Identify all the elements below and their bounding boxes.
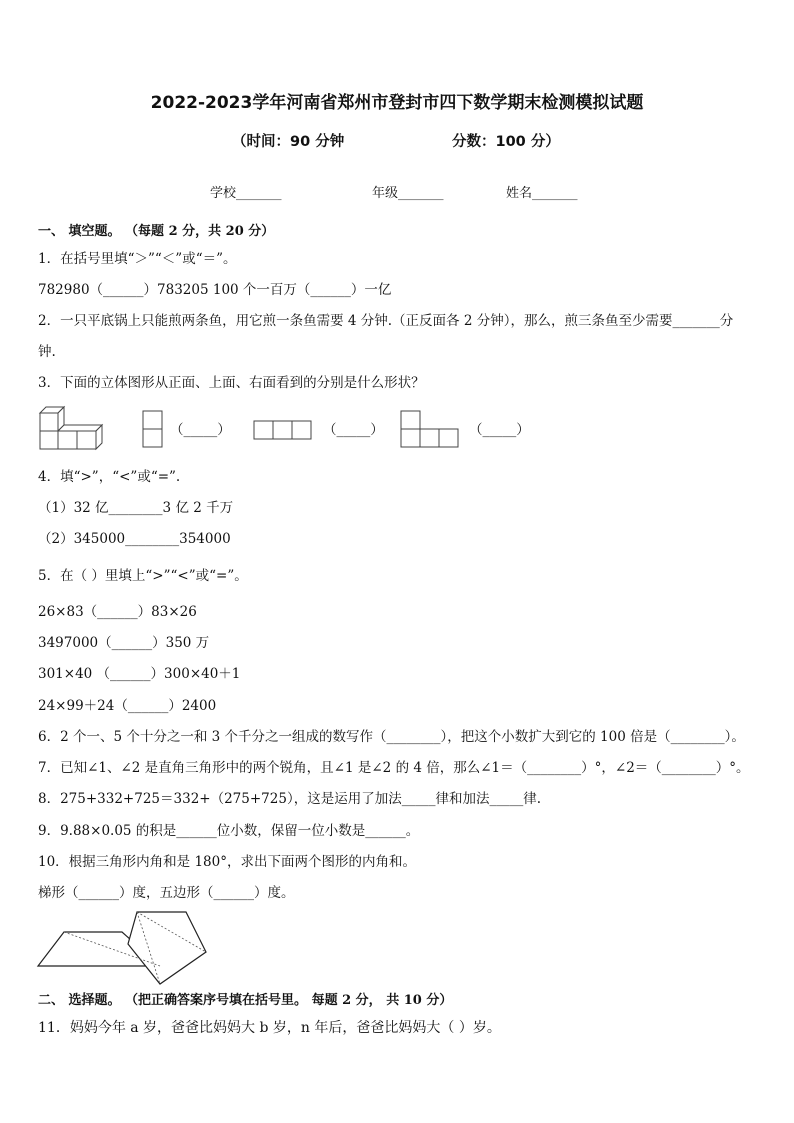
- page-title: 2022-2023学年河南省郑州市登封市四下数学期末检测模拟试题: [150, 93, 644, 113]
- question-6: 6．2 个一、5 个十分之一和 3 个千分之一组成的数写作（________），把这个小数扩大到它的 100 倍是（________）。: [38, 729, 745, 745]
- grade-field: 年级_______: [372, 186, 444, 201]
- question-10-answers: 梯形（______）度，五边形（______）度。: [38, 885, 295, 901]
- question-9: 9．9.88×0.05 的积是______位小数，保留一位小数是______。: [38, 823, 420, 839]
- cube-solid-figure: [38, 405, 108, 453]
- school-field: 学校_______: [210, 186, 282, 201]
- question-4-item-2: （2）345000________354000: [38, 531, 231, 547]
- question-4-item-1: （1）32 亿________3 亿 2 千万: [38, 500, 234, 516]
- question-1: 1．在括号里填“＞”“＜”或“＝”。: [38, 251, 237, 267]
- view-2-blank: （_____）: [323, 422, 384, 438]
- question-2-line-2: 钟.: [38, 344, 56, 360]
- section-2-heading: 二、 选择题。 （把正确答案序号填在括号里。 每题 2 分， 共 10 分）: [38, 993, 453, 1008]
- question-5-item-4: 24×99＋24（______）2400: [38, 698, 217, 714]
- view-1-blank: （_____）: [170, 422, 231, 438]
- question-1-items: 782980（______）783205 100 个一百万（______）一亿: [38, 282, 392, 298]
- trapezoid-pentagon-figure: [36, 908, 236, 986]
- view-shape-2: [253, 420, 315, 442]
- question-2-line-1: 2．一只平底锅上只能煎两条鱼，用它煎一条鱼需要 4 分钟.（正反面各 2 分钟），那么，煎三条鱼至少需要_______分: [38, 313, 734, 329]
- name-field: 姓名_______: [506, 186, 578, 201]
- question-8: 8．275+332+725＝332+（275+725），这是运用了加法_____律和加法_____律.: [38, 791, 541, 807]
- view-shape-3: [400, 410, 460, 450]
- question-5: 5．在（ ）里填上“>”“<”或“=”。: [38, 568, 248, 584]
- question-5-item-1: 26×83（______）83×26: [38, 604, 197, 620]
- section-1-heading: 一、 填空题。 （每题 2 分，共 20 分）: [38, 224, 275, 239]
- view-shape-1: [142, 410, 164, 448]
- view-3-blank: （_____）: [469, 422, 530, 438]
- question-11: 11．妈妈今年 a 岁，爸爸比妈妈大 b 岁，n 年后，爸爸比妈妈大（ ）岁。: [38, 1020, 501, 1036]
- question-5-item-2: 3497000（______）350 万: [38, 635, 210, 651]
- exam-time: （时间：90 分钟: [232, 134, 345, 150]
- question-5-item-3: 301×40 （______）300×40＋1: [38, 666, 241, 682]
- question-4: 4．填“>”，“<”或“=”.: [38, 469, 181, 485]
- question-7: 7．已知∠1、∠2 是直角三角形中的两个锐角，且∠1 是∠2 的 4 倍，那么∠1＝（________）°，∠2＝（________）°。: [38, 760, 750, 776]
- question-10: 10．根据三角形内角和是 180°，求出下面两个图形的内角和。: [38, 854, 416, 870]
- exam-score: 分数：100 分）: [452, 134, 560, 150]
- question-3: 3．下面的立体图形从正面、上面、右面看到的分别是什么形状？: [38, 375, 425, 391]
